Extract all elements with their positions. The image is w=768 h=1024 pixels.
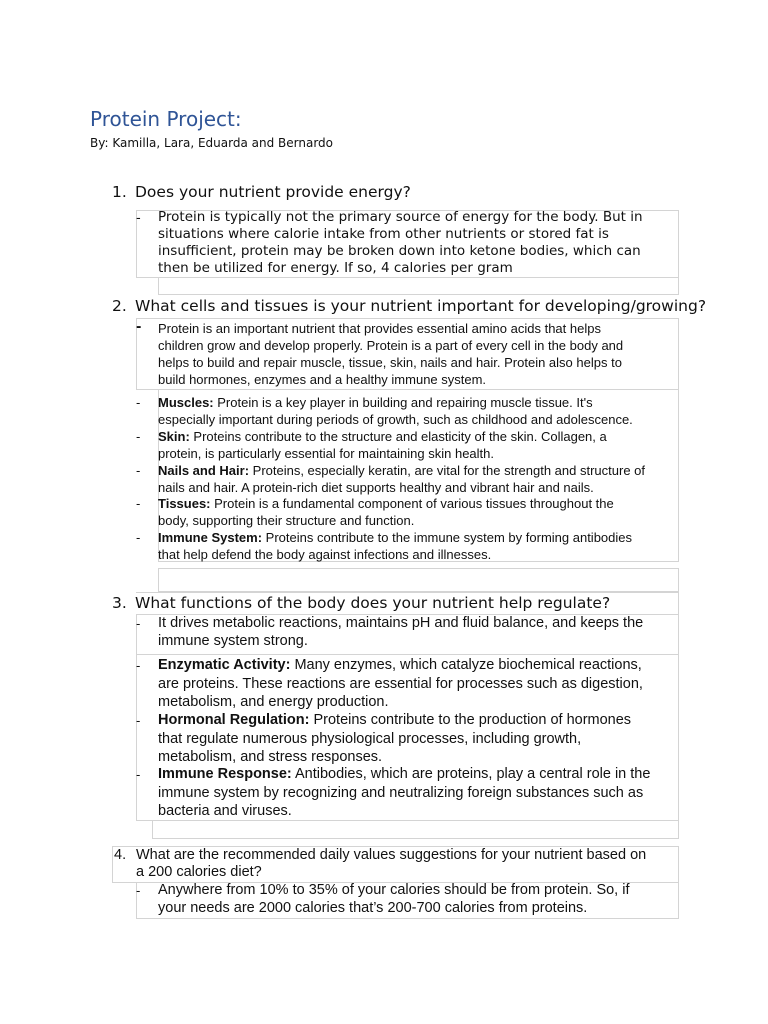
answer-box-2-empty-row: [158, 568, 679, 592]
answer-box-3-empty-row: [152, 820, 679, 839]
item-term: Immune Response:: [158, 766, 292, 782]
question-text: Does your nutrient provide energy?: [135, 183, 411, 201]
answer-line: build hormones, enzymes and a healthy immune system.: [158, 372, 487, 387]
list-item-continued: that help defend the body against infections and illnesses.: [158, 547, 492, 562]
item-term: Hormonal Regulation:: [158, 712, 310, 728]
question-number: 3.: [112, 594, 127, 612]
bullet-dash: -: [136, 767, 141, 782]
bullet-dash: -: [136, 211, 141, 226]
item-text: Proteins contribute to the production of hormones: [309, 712, 632, 728]
item-text: Proteins contribute to the immune system by forming antibodies: [262, 530, 633, 545]
question-2: [112, 297, 706, 315]
question-number: 2.: [112, 297, 127, 315]
answer-line: It drives metabolic reactions, maintains pH and fluid balance, and keeps the: [158, 615, 644, 631]
item-term: Muscles:: [158, 395, 214, 410]
item-term: Nails and Hair:: [158, 463, 250, 478]
list-item-continued: nails and hair. A protein-rich diet supports healthy and vibrant hair and nails.: [158, 480, 594, 495]
bullet-dash: -: [136, 429, 141, 444]
list-item: [158, 395, 593, 410]
item-term: Skin:: [158, 429, 190, 444]
answer-box-1-empty-row: [158, 277, 679, 295]
list-item: [158, 657, 642, 673]
list-item-continued: especially important during periods of growth, such as childhood and adolescence.: [158, 412, 633, 427]
question-number: 4.: [114, 847, 127, 863]
list-item-continued: protein, is particularly essential for maintaining skin health.: [158, 446, 495, 461]
question-1: [112, 183, 411, 201]
question-text: What functions of the body does your nutrient help regulate?: [135, 594, 611, 612]
list-item-continued: immune system by recognizing and neutralizing foreign substances such as: [158, 785, 644, 801]
list-item-continued: are proteins. These reactions are essential for processes such as digestion,: [158, 676, 643, 692]
list-item-continued: that regulate numerous physiological processes, including growth,: [158, 731, 582, 747]
question-number: 1.: [112, 183, 127, 201]
bullet-dash: -: [136, 883, 141, 898]
item-text: Protein is a fundamental component of various tissues throughout the: [210, 496, 614, 511]
bullet-dash: -: [136, 395, 141, 410]
answer-line: then be utilized for energy. If so, 4 calories per gram: [158, 260, 513, 276]
question-text: What cells and tissues is your nutrient important for developing/growing?: [135, 297, 707, 315]
item-text: Protein is a key player in building and repairing muscle tissue. It's: [213, 395, 593, 410]
item-text: Proteins, especially keratin, are vital for the strength and structure of: [249, 463, 646, 478]
list-item: [158, 530, 632, 545]
list-item: [158, 712, 631, 728]
list-item-continued: metabolism, and stress responses.: [158, 749, 383, 765]
answer-line: Anywhere from 10% to 35% of your calories should be from protein. So, if: [158, 882, 630, 898]
bullet-dash: -: [136, 658, 141, 673]
bullet-dash: -: [136, 616, 141, 631]
list-item-continued: metabolism, and energy production.: [158, 694, 389, 710]
list-item: [158, 463, 645, 478]
answer-line: situations where calorie intake from other nutrients or stored fat is: [158, 226, 609, 242]
byline: By: Kamilla, Lara, Eduarda and Bernardo: [90, 136, 333, 150]
page-title: Protein Project:: [90, 107, 242, 131]
bullet-dash: -: [136, 496, 141, 511]
item-text: Proteins contribute to the structure and elasticity of the skin. Collagen, a: [189, 429, 607, 444]
item-term: Tissues:: [158, 496, 211, 511]
list-item: [158, 766, 650, 782]
question-text: What are the recommended daily values suggestions for your nutrient based on: [136, 847, 647, 863]
bullet-dash: -: [136, 320, 142, 335]
answer-line: helps to build and repair muscle, tissue, skin, nails and hair. Protein also helps to: [158, 355, 622, 370]
question-3: [112, 594, 610, 612]
answer-line: insufficient, protein may be broken down into ketone bodies, which can: [158, 243, 641, 259]
item-term: Enzymatic Activity:: [158, 657, 291, 673]
list-item: [158, 496, 614, 511]
answer-line: your needs are 2000 calories that’s 200-700 calories from proteins.: [158, 900, 588, 916]
list-item-continued: bacteria and viruses.: [158, 803, 292, 819]
answer-line: children grow and develop properly. Protein is a part of every cell in the body and: [158, 338, 624, 353]
list-item: [158, 429, 607, 444]
bullet-dash: -: [136, 713, 141, 728]
answer-line: immune system strong.: [158, 633, 308, 649]
item-text: Many enzymes, which catalyze biochemical reactions,: [290, 657, 642, 673]
item-term: Immune System:: [158, 530, 263, 545]
bullet-dash: -: [136, 530, 141, 545]
question-text-continued: a 200 calories diet?: [136, 864, 262, 880]
answer-line: Protein is an important nutrient that provides essential amino acids that helps: [158, 321, 601, 336]
bullet-dash: -: [136, 463, 141, 478]
list-item-continued: body, supporting their structure and function.: [158, 513, 415, 528]
item-text: Antibodies, which are proteins, play a central role in the: [291, 766, 651, 782]
answer-line: Protein is typically not the primary source of energy for the body. But in: [158, 209, 643, 225]
